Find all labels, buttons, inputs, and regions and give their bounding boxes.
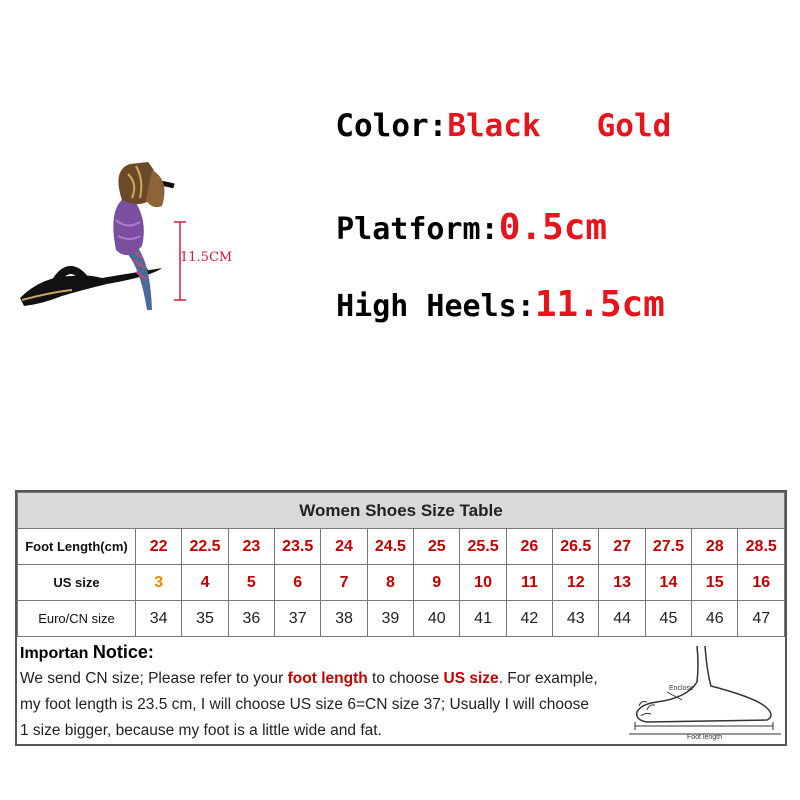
table-cell: 3 [136,565,182,601]
heels-label: High Heels: [336,289,535,324]
notice-line-1: We send CN size; Please refer to your foot length to choose US size. For example, [20,670,598,687]
table-row [18,601,785,637]
table-cell: 27 [599,529,645,565]
table-cell: 26.5 [553,529,599,565]
heels-value: 11.5cm [534,284,665,325]
table-cell: 6 [275,565,321,601]
table-cell: 9 [414,565,460,601]
heels-spec [300,249,665,325]
table-cell: 35 [182,601,228,637]
table-cell: 28 [692,529,738,565]
color-spec [298,72,671,144]
size-table-panel [15,490,787,746]
notice-text [20,666,630,744]
platform-label: Platform: [336,212,499,247]
foot-measure-illustration [627,642,787,742]
table-cell: 10 [460,565,506,601]
table-row [18,565,785,601]
color-value-gold: Gold [596,108,672,144]
platform-value: 0.5cm [498,207,608,248]
table-cell: 34 [136,601,182,637]
table-cell: 26 [506,529,552,565]
heel-dimension-label: 11.5CM [180,250,233,265]
table-cell: 22.5 [182,529,228,565]
table-cell: 16 [738,565,785,601]
table-cell: 15 [692,565,738,601]
table-cell: 24.5 [367,529,413,565]
table-cell: 24 [321,529,367,565]
table-cell: 41 [460,601,506,637]
table-cell: 23.5 [275,529,321,565]
shoe-image [12,150,252,315]
table-cell: 25.5 [460,529,506,565]
table-cell: 40 [414,601,460,637]
platform-spec [300,172,607,248]
table-cell: 43 [553,601,599,637]
table-cell: 45 [645,601,691,637]
table-cell: 25 [414,529,460,565]
foot-label-enclose: Enclose [669,685,694,692]
table-row [18,529,785,565]
table-cell: 4 [182,565,228,601]
table-cell: 47 [738,601,785,637]
table-cell: 39 [367,601,413,637]
table-cell: 12 [553,565,599,601]
table-cell: 13 [599,565,645,601]
row-label: Euro/CN size [18,601,136,637]
table-cell: 28.5 [738,529,785,565]
size-table-title: Women Shoes Size Table [18,493,785,529]
notice-line-3: 1 size bigger, because my foot is a little wide and fat. [20,722,382,739]
table-cell: 8 [367,565,413,601]
table-cell: 37 [275,601,321,637]
table-cell: 36 [228,601,274,637]
foot-label-length: Foot length [687,734,723,741]
notice-title: Importan Notice: [20,642,154,662]
table-cell: 14 [645,565,691,601]
table-cell: 23 [228,529,274,565]
table-cell: 38 [321,601,367,637]
color-label: Color: [335,108,448,144]
color-value-black: Black [447,108,541,144]
notice-section [17,638,785,744]
table-cell: 7 [321,565,367,601]
table-cell: 42 [506,601,552,637]
row-label: Foot Length(cm) [18,529,136,565]
table-cell: 44 [599,601,645,637]
size-table [17,492,785,637]
table-cell: 46 [692,601,738,637]
table-cell: 11 [506,565,552,601]
table-cell: 22 [136,529,182,565]
notice-line-2: my foot length is 23.5 cm, I will choose US size 6=CN size 37; Usually I will choose [20,696,589,713]
row-label: US size [18,565,136,601]
table-cell: 27.5 [645,529,691,565]
table-cell: 5 [228,565,274,601]
